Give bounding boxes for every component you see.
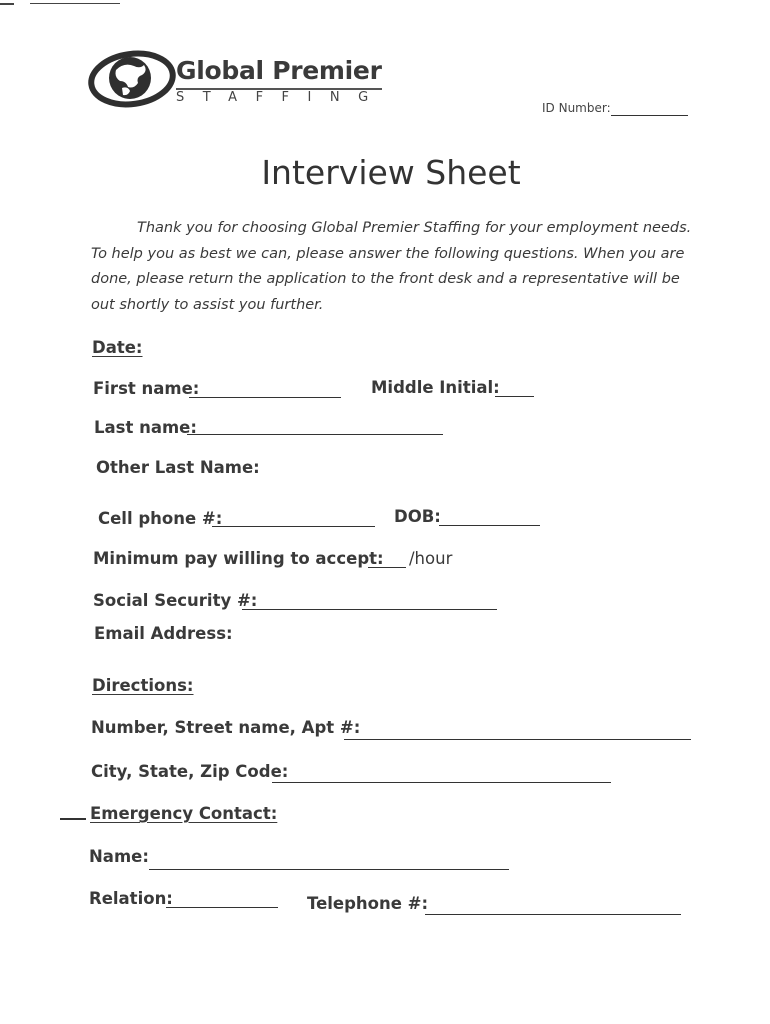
email-label: Email Address: <box>94 624 233 643</box>
telephone-line[interactable] <box>425 914 681 915</box>
middle-initial-label: Middle Initial: <box>371 378 500 397</box>
min-pay-unit: /hour <box>409 549 453 568</box>
emergency-name-label: Name: <box>89 847 149 866</box>
id-number-line[interactable] <box>611 115 688 116</box>
dob-label: DOB: <box>394 507 441 526</box>
emergency-name-line[interactable] <box>149 869 509 870</box>
telephone-label: Telephone #: <box>307 894 429 913</box>
city-line[interactable] <box>272 782 611 783</box>
last-name-label: Last name: <box>94 418 197 437</box>
min-pay-label: Minimum pay willing to accept: <box>93 549 384 568</box>
city-label: City, State, Zip Code: <box>91 762 289 781</box>
scan-mark <box>0 3 14 5</box>
other-last-name-label: Other Last Name: <box>96 458 260 477</box>
relation-label: Relation: <box>89 889 173 908</box>
middle-initial-line[interactable] <box>495 396 534 397</box>
cell-phone-line[interactable] <box>212 526 375 527</box>
directions-heading: Directions: <box>92 676 194 695</box>
scan-mark <box>30 3 120 4</box>
logo-tagline: STAFFING <box>176 90 387 105</box>
emergency-contact-heading: Emergency Contact: <box>90 804 278 823</box>
ssn-label: Social Security #: <box>93 591 258 610</box>
cell-phone-label: Cell phone #: <box>98 509 223 528</box>
dob-line[interactable] <box>439 525 540 526</box>
intro-paragraph: Thank you for choosing Global Premier Staffing for your employment needs. To help you as best we can, please answer the following questions. When you are done, please return the application to the front desk and a representative will be out shortly to assist you further. <box>91 220 692 313</box>
last-name-line[interactable] <box>187 434 443 435</box>
min-pay-line[interactable] <box>368 567 406 568</box>
page-title: Interview Sheet <box>261 153 521 192</box>
scan-mark <box>60 818 86 820</box>
relation-line[interactable] <box>166 907 278 908</box>
date-label: Date: <box>92 338 143 357</box>
first-name-label: First name: <box>93 379 200 398</box>
ssn-line[interactable] <box>242 609 497 610</box>
id-number-label: ID Number: <box>542 101 611 115</box>
globe-logo-icon <box>86 48 178 110</box>
street-label: Number, Street name, Apt #: <box>91 718 361 737</box>
logo-name: Global Premier <box>176 56 382 85</box>
street-line[interactable] <box>344 739 691 740</box>
first-name-line[interactable] <box>189 397 341 398</box>
